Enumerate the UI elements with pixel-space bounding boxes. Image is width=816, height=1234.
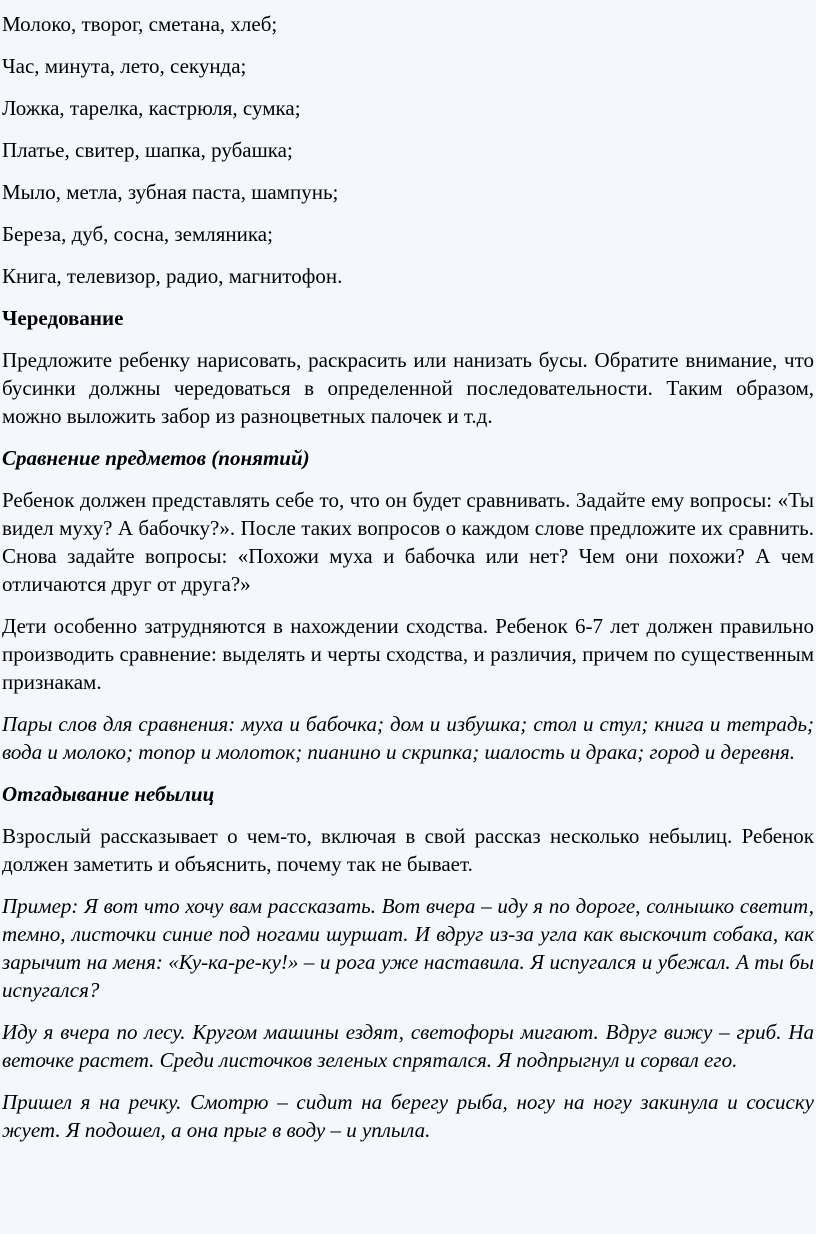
word-list-line: Платье, свитер, шапка, рубашка; bbox=[2, 138, 293, 162]
alternation-paragraph: Предложите ребенку нарисовать, раскрасить или нанизать бусы. Обратите внимание, что бусинки должны чередоваться в определенной последовательности. Таким образом, можно выложить забор из разноцветных палочек и т.д. bbox=[2, 348, 814, 428]
word-list-line: Мыло, метла, зубная паста, шампунь; bbox=[2, 180, 339, 204]
comparison-paragraph-1: Ребенок должен представлять себе то, что он будет сравнивать. Задайте ему вопросы: «Ты видел муху? А бабочку?». После таких вопросов о каждом слове предложите их сравнить. Снова задайте вопросы: «Похожи муха и бабочка или нет? Чем они похожи? А чем отличаются друг от друга?» bbox=[2, 488, 814, 596]
word-list-line: Молоко, творог, сметана, хлеб; bbox=[2, 12, 278, 36]
section-heading-fables: Отгадывание небылиц bbox=[2, 782, 215, 806]
word-list-line: Береза, дуб, сосна, земляника; bbox=[2, 222, 273, 246]
comparison-word-pairs: Пары слов для сравнения: муха и бабочка; дом и избушка; стол и стул; книга и тетрадь; вода и молоко; топор и молоток; пианино и скрипка; шалость и драка; город и деревня. bbox=[2, 712, 814, 764]
word-list-line: Ложка, тарелка, кастрюля, сумка; bbox=[2, 96, 301, 120]
section-heading-comparison: Сравнение предметов (понятий) bbox=[2, 446, 310, 470]
fables-example-3: Пришел я на речку. Смотрю – сидит на берегу рыба, ногу на ногу закинула и сосиску жует. Я подошел, а она прыг в воду – и уплыла. bbox=[2, 1090, 814, 1142]
fables-example-1: Пример: Я вот что хочу вам рассказать. Вот вчера – иду я по дороге, солнышко светит, темно, листочки синие под ногами шуршат. И вдруг из-за угла как выскочит собака, как зарычит на меня: «Ку-ка-ре-ку!» – и рога уже наставила. Я испугался и убежал. А ты бы испугался? bbox=[2, 894, 814, 1002]
word-list-line: Час, минута, лето, секунда; bbox=[2, 54, 247, 78]
fables-example-2: Иду я вчера по лесу. Кругом машины ездят, светофоры мигают. Вдруг вижу – гриб. На веточке растет. Среди листочков зеленых спрятался. Я подпрыгнул и сорвал его. bbox=[2, 1020, 814, 1072]
fables-paragraph: Взрослый рассказывает о чем-то, включая в свой рассказ несколько небылиц. Ребенок должен заметить и объяснить, почему так не бывает. bbox=[2, 824, 814, 876]
section-heading-alternation: Чередование bbox=[2, 306, 124, 330]
word-list-line: Книга, телевизор, радио, магнитофон. bbox=[2, 264, 343, 288]
comparison-paragraph-2: Дети особенно затрудняются в нахождении сходства. Ребенок 6-7 лет должен правильно производить сравнение: выделять и черты сходства, и различия, причем по существенным признакам. bbox=[2, 614, 814, 694]
